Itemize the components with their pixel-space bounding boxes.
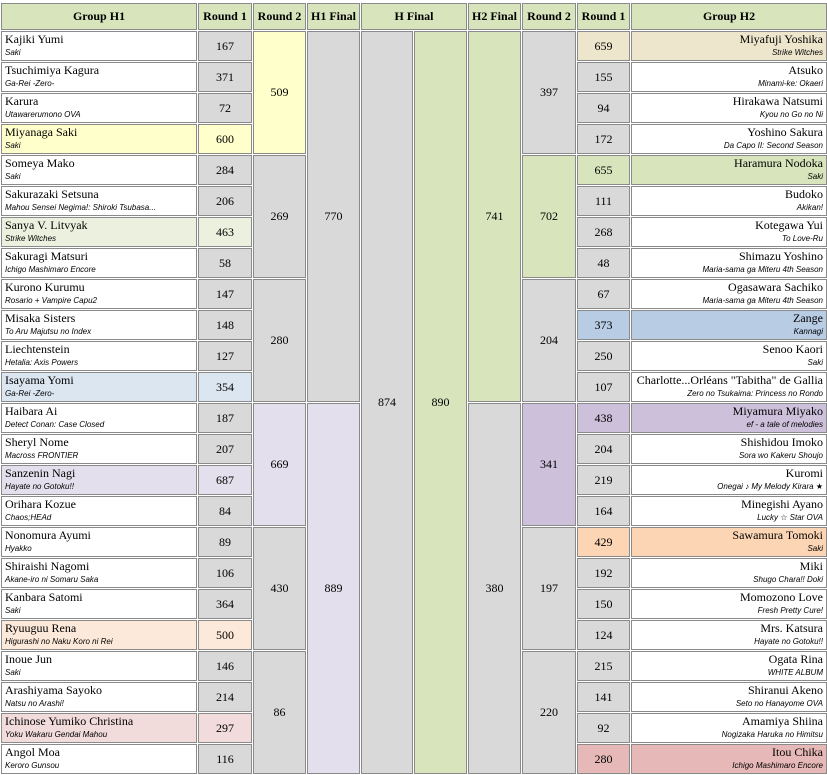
character-name: Someya Mako (5, 156, 75, 170)
left-entry (1, 527, 197, 557)
left-entry (1, 496, 197, 526)
right-entry (631, 31, 827, 61)
character-name: Ogasawara Sachiko (728, 280, 823, 294)
header-8: Round 1 (577, 3, 630, 30)
left-round2-votes: 430 (253, 527, 306, 650)
series-title: Kannagi (793, 327, 823, 336)
left-round1-votes: 463 (198, 217, 252, 247)
left-entry (1, 372, 197, 402)
left-entry (1, 713, 197, 743)
character-name: Karura (5, 94, 39, 108)
character-name: Amamiya Shiina (742, 714, 823, 728)
series-title: Detect Conan: Case Closed (5, 420, 105, 429)
series-title: Mahou Sensei Negima!: Shiroki Tsubasa... (5, 203, 156, 212)
character-name: Haibara Ai (5, 404, 58, 418)
series-title: Ichigo Mashimaro Encore (732, 761, 823, 770)
series-title: Saki (807, 544, 823, 553)
series-title: To Love-Ru (781, 234, 823, 243)
left-round2-votes: 86 (253, 651, 306, 774)
right-round1-votes: 94 (577, 93, 630, 123)
character-name: Shiranui Akeno (748, 683, 823, 697)
series-title: Strike Witches (771, 48, 823, 57)
series-title: Maria-sama ga Miteru 4th Season (702, 296, 823, 305)
right-round1-votes: 373 (577, 310, 630, 340)
right-round1-votes: 107 (577, 372, 630, 402)
character-name: Sheryl Nome (5, 435, 69, 449)
h2-final-votes: 380 (468, 403, 521, 774)
right-round1-votes: 172 (577, 124, 630, 154)
series-title: Hayate no Gotoku!! (5, 482, 74, 491)
right-entry (631, 589, 827, 619)
series-title: Sora wo Kakeru Shoujo (738, 451, 823, 460)
character-name: Angol Moa (5, 745, 60, 759)
series-title: Nogizaka Haruka no Himitsu (721, 730, 823, 739)
character-name: Miki (799, 559, 823, 573)
left-round1-votes: 116 (198, 744, 252, 774)
right-entry (631, 434, 827, 464)
right-entry (631, 496, 827, 526)
series-title: Strike Witches (5, 234, 57, 243)
right-round1-votes: 438 (577, 403, 630, 433)
series-title: Seto no Hanayome OVA (735, 699, 823, 708)
right-entry (631, 186, 827, 216)
left-round1-votes: 187 (198, 403, 252, 433)
character-name: Misaka Sisters (5, 311, 76, 325)
character-name: Sanya V. Litvyak (5, 218, 88, 232)
right-round2-votes: 204 (522, 279, 576, 402)
right-round1-votes: 155 (577, 62, 630, 92)
left-round1-votes: 146 (198, 651, 252, 681)
right-round1-votes: 429 (577, 527, 630, 557)
header-4: H1 Final (307, 3, 360, 30)
series-title: Saki (807, 172, 823, 181)
left-entry (1, 465, 197, 495)
left-round2-votes: 280 (253, 279, 306, 402)
left-round1-votes: 214 (198, 682, 252, 712)
character-name: Arashiyama Sayoko (5, 683, 102, 697)
left-entry (1, 434, 197, 464)
right-round1-votes: 655 (577, 155, 630, 185)
series-title: Saki (5, 172, 21, 181)
character-name: Atsuko (788, 63, 823, 77)
left-entry (1, 403, 197, 433)
series-title: Hyakko (5, 544, 32, 553)
character-name: Hirakawa Natsumi (732, 94, 823, 108)
character-name: Charlotte...Orléans "Tabitha" de Gallia (636, 373, 823, 387)
right-entry (631, 310, 827, 340)
right-entry (631, 558, 827, 588)
left-round1-votes: 207 (198, 434, 252, 464)
character-name: Kanbara Satomi (5, 590, 83, 604)
right-entry (631, 155, 827, 185)
left-round1-votes: 500 (198, 620, 252, 650)
series-title: Keroro Gunsou (5, 761, 60, 770)
left-entry (1, 186, 197, 216)
header-2: Round 1 (198, 3, 252, 30)
series-title: Hayate no Gotoku!! (754, 637, 823, 646)
left-round1-votes: 371 (198, 62, 252, 92)
header-1: Group H1 (1, 3, 197, 30)
series-title: WHITE ALBUM (767, 668, 823, 677)
left-entry (1, 341, 197, 371)
right-entry (631, 217, 827, 247)
right-entry (631, 403, 827, 433)
left-entry (1, 93, 197, 123)
h1-final-votes: 889 (307, 403, 360, 774)
series-title: Shugo Chara!! Doki (753, 575, 823, 584)
left-round1-votes: 687 (198, 465, 252, 495)
character-name: Shiraishi Nagomi (5, 559, 90, 573)
series-title: Maria-sama ga Miteru 4th Season (702, 265, 823, 274)
left-entry (1, 682, 197, 712)
left-round1-votes: 106 (198, 558, 252, 588)
series-title: Kyou no Go no Ni (759, 110, 823, 119)
right-entry (631, 527, 827, 557)
character-name: Minegishi Ayano (741, 497, 823, 511)
series-title: Ga-Rei -Zero- (5, 389, 55, 398)
right-entry (631, 465, 827, 495)
series-title: Saki (5, 606, 21, 615)
series-title: Minami-ke: Okaeri (758, 79, 823, 88)
left-round1-votes: 167 (198, 31, 252, 61)
character-name: Isayama Yomi (5, 373, 74, 387)
right-entry (631, 279, 827, 309)
left-round1-votes: 148 (198, 310, 252, 340)
right-entry (631, 341, 827, 371)
header-3: Round 2 (253, 3, 306, 30)
right-round1-votes: 150 (577, 589, 630, 619)
character-name: Kurono Kurumu (5, 280, 85, 294)
character-name: Shimazu Yoshino (738, 249, 823, 263)
h1-final-votes: 770 (307, 31, 360, 402)
left-entry (1, 62, 197, 92)
character-name: Sanzenin Nagi (5, 466, 76, 480)
left-entry (1, 558, 197, 588)
series-title: Saki (5, 48, 21, 57)
left-entry (1, 155, 197, 185)
series-title: Lucky ☆ Star OVA (757, 513, 823, 522)
left-entry (1, 217, 197, 247)
header-9: Group H2 (631, 3, 827, 30)
left-entry (1, 744, 197, 774)
character-name: Nonomura Ayumi (5, 528, 91, 542)
header-7: Round 2 (522, 3, 576, 30)
left-entry (1, 124, 197, 154)
character-name: Ryuuguu Rena (5, 621, 77, 635)
left-round1-votes: 127 (198, 341, 252, 371)
right-entry (631, 248, 827, 278)
left-round1-votes: 354 (198, 372, 252, 402)
character-name: Ogata Rina (768, 652, 823, 666)
left-round1-votes: 72 (198, 93, 252, 123)
right-round1-votes: 280 (577, 744, 630, 774)
left-round2-votes: 269 (253, 155, 306, 278)
right-round1-votes: 92 (577, 713, 630, 743)
series-title: Hetalia: Axis Powers (5, 358, 79, 367)
character-name: Shishidou Imoko (740, 435, 823, 449)
character-name: Kajiki Yumi (5, 32, 64, 46)
series-title: Fresh Pretty Cure! (757, 606, 823, 615)
right-entry (631, 713, 827, 743)
left-round1-votes: 284 (198, 155, 252, 185)
series-title: Natsu no Arashi! (5, 699, 64, 708)
character-name: Sakurazaki Setsuna (5, 187, 99, 201)
series-title: Zero no Tsukaima: Princess no Rondo (687, 389, 823, 398)
left-entry (1, 310, 197, 340)
series-title: Macross FRONTIER (5, 451, 79, 460)
character-name: Zange (793, 311, 823, 325)
character-name: Ichinose Yumiko Christina (5, 714, 134, 728)
right-entry (631, 93, 827, 123)
series-title: Onegai ♪ My Melody Kirara ★ (717, 482, 823, 491)
h2-final-votes: 741 (468, 31, 521, 402)
series-title: Yoku Wakaru Gendai Mahou (5, 730, 108, 739)
series-title: Higurashi no Naku Koro ni Rei (5, 637, 113, 646)
right-round1-votes: 204 (577, 434, 630, 464)
right-round1-votes: 67 (577, 279, 630, 309)
left-entry (1, 620, 197, 650)
character-name: Kotegawa Yui (755, 218, 823, 232)
series-title: Saki (5, 668, 21, 677)
right-round1-votes: 141 (577, 682, 630, 712)
character-name: Miyafuji Yoshika (739, 32, 823, 46)
right-entry (631, 744, 827, 774)
right-round1-votes: 219 (577, 465, 630, 495)
character-name: Orihara Kozue (5, 497, 76, 511)
right-entry (631, 62, 827, 92)
left-entry (1, 248, 197, 278)
header-6: H2 Final (468, 3, 521, 30)
character-name: Miyanaga Saki (5, 125, 78, 139)
right-entry (631, 651, 827, 681)
character-name: Momozono Love (740, 590, 823, 604)
left-round1-votes: 206 (198, 186, 252, 216)
series-title: Akikan! (796, 203, 823, 212)
series-title: Da Capo II: Second Season (723, 141, 823, 150)
character-name: Liechtenstein (5, 342, 70, 356)
right-round2-votes: 220 (522, 651, 576, 774)
left-round2-votes: 509 (253, 31, 306, 154)
right-round1-votes: 268 (577, 217, 630, 247)
left-round1-votes: 297 (198, 713, 252, 743)
right-round2-votes: 341 (522, 403, 576, 526)
character-name: Itou Chika (772, 745, 823, 759)
left-round1-votes: 84 (198, 496, 252, 526)
right-round2-votes: 397 (522, 31, 576, 154)
character-name: Yoshino Sakura (747, 125, 823, 139)
right-entry (631, 620, 827, 650)
character-name: Inoue Jun (5, 652, 52, 666)
character-name: Sawamura Tomoki (732, 528, 823, 542)
right-entry (631, 124, 827, 154)
series-title: Utawarerumono OVA (5, 110, 81, 119)
series-title: Rosario + Vampire Capu2 (5, 296, 97, 305)
series-title: Saki (5, 141, 21, 150)
right-round1-votes: 164 (577, 496, 630, 526)
right-entry (631, 682, 827, 712)
series-title: Ga-Rei -Zero- (5, 79, 55, 88)
series-title: Ichigo Mashimaro Encore (5, 265, 96, 274)
series-title: To Aru Majutsu no Index (5, 327, 92, 336)
right-round1-votes: 111 (577, 186, 630, 216)
character-name: Kuromi (785, 466, 823, 480)
series-title: ef - a tale of melodies (746, 420, 823, 429)
series-title: Chaos;HEAd (5, 513, 52, 522)
right-round1-votes: 215 (577, 651, 630, 681)
left-entry (1, 31, 197, 61)
h-final-votes-h2: 890 (414, 31, 467, 774)
right-round1-votes: 192 (577, 558, 630, 588)
right-round1-votes: 124 (577, 620, 630, 650)
left-entry (1, 651, 197, 681)
left-entry (1, 279, 197, 309)
character-name: Haramura Nodoka (734, 156, 823, 170)
right-round2-votes: 702 (522, 155, 576, 278)
series-title: Akane-iro ni Somaru Saka (5, 575, 99, 584)
left-round1-votes: 364 (198, 589, 252, 619)
right-round1-votes: 250 (577, 341, 630, 371)
left-round1-votes: 147 (198, 279, 252, 309)
right-entry (631, 372, 827, 402)
right-round1-votes: 48 (577, 248, 630, 278)
right-round1-votes: 659 (577, 31, 630, 61)
character-name: Budoko (784, 187, 823, 201)
h-final-votes-h1: 874 (361, 31, 413, 774)
character-name: Tsuchimiya Kagura (5, 63, 100, 77)
right-round2-votes: 197 (522, 527, 576, 650)
left-round1-votes: 58 (198, 248, 252, 278)
left-round1-votes: 600 (198, 124, 252, 154)
header-5: H Final (361, 3, 467, 30)
left-round2-votes: 669 (253, 403, 306, 526)
left-entry (1, 589, 197, 619)
character-name: Sakuragi Matsuri (5, 249, 88, 263)
character-name: Mrs. Katsura (760, 621, 823, 635)
left-round1-votes: 89 (198, 527, 252, 557)
character-name: Miyamura Miyako (732, 404, 823, 418)
series-title: Saki (807, 358, 823, 367)
character-name: Senoo Kaori (762, 342, 823, 356)
